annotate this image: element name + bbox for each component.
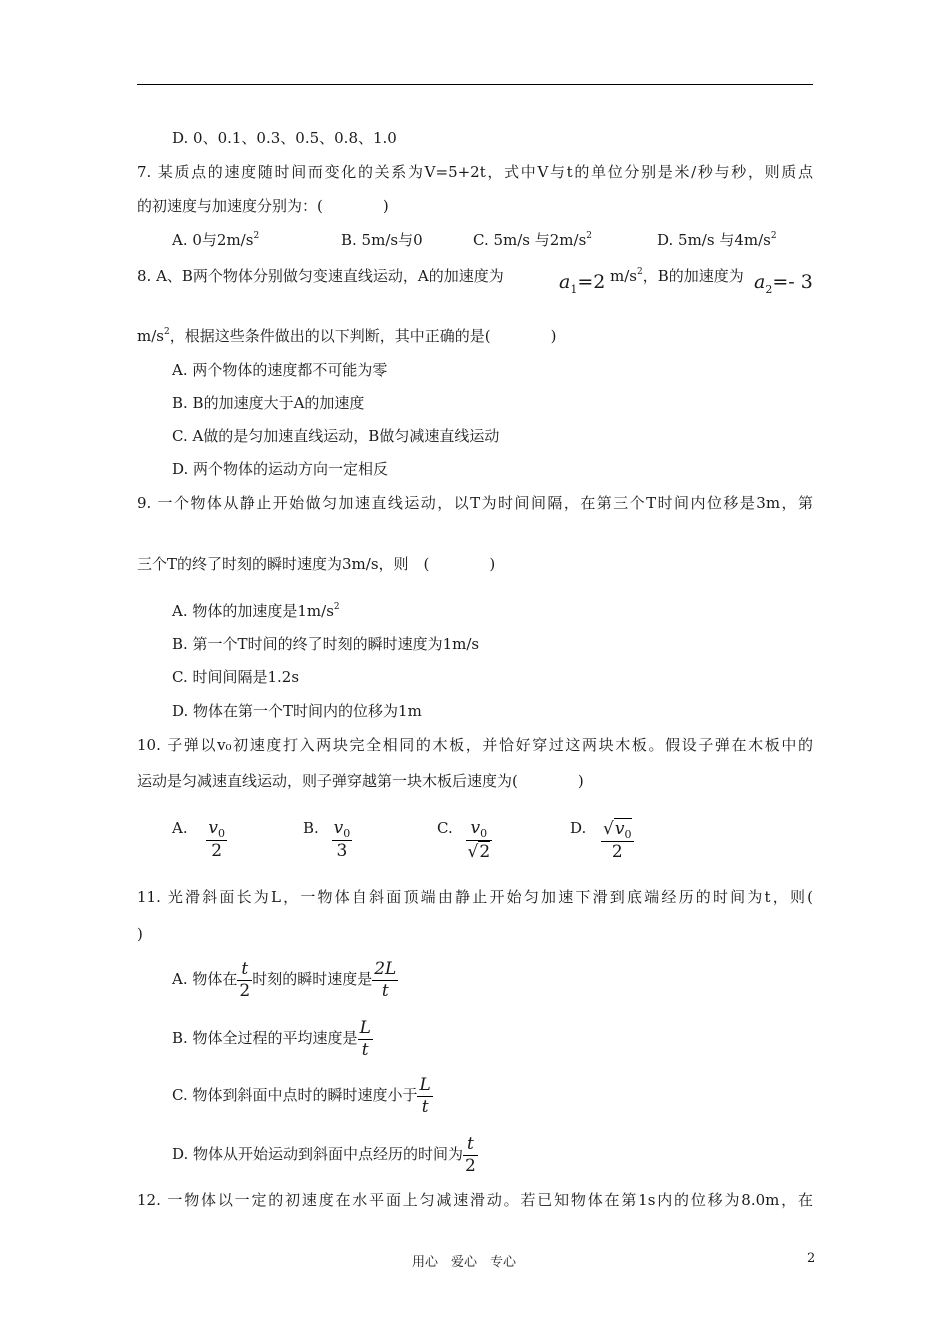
- q10-stem-line2: 运动是匀减速直线运动，则子弹穿越第一块木板后速度为( ): [137, 772, 584, 790]
- q11-option-d: D. 物体从开始运动到斜面中点经历的时间为 $\frac{t}{2}$: [172, 1133, 476, 1176]
- q8-option-a: A. 两个物体的速度都不可能为零: [172, 361, 388, 379]
- fraction-v0-over-3: $\frac{v_0}{3}$: [333, 818, 351, 861]
- q7-option-a: A. 0与$2m/s^2$: [172, 231, 260, 249]
- q10-option-d: D. $\frac{√v_0}{2}$: [570, 819, 632, 862]
- header-rule: [137, 84, 813, 85]
- fraction-sqrtv0-over-2: $\frac{√v_0}{2}$: [603, 819, 632, 862]
- q10-option-b: B. $\frac{v_0}{3}$: [303, 818, 351, 861]
- fraction-v0-over-sqrt2: $\frac{v_0}{√2}$: [467, 818, 491, 862]
- q8-stem-line1-mid: $m/s^2$，B的加速度为: [610, 267, 744, 285]
- q8-a1-expression: $a_1=2$: [559, 271, 606, 296]
- q8-stem-line1: 8. A、B两个物体分别做匀变速直线运动，A的加速度为: [137, 267, 504, 285]
- fraction-v0-over-2: $\frac{v_0}{2}$: [208, 818, 225, 861]
- q10-stem-line1: 10. 子弹以v₀初速度打入两块完全相同的木板，并恰好穿过这两块木板。假设子弹在木板中的: [137, 736, 813, 754]
- q10-option-c: C. $\frac{v_0}{√2}$: [437, 818, 491, 862]
- q9-option-a: A. 物体的加速度是$1m/s^2$: [172, 602, 340, 620]
- q11-option-c: C. 物体到斜面中点时的瞬时速度小于 $\frac{L}{t}$: [172, 1074, 431, 1117]
- q9-option-d: D. 物体在第一个T时间内的位移为1m: [172, 702, 422, 720]
- q6-option-d: D. 0、0.1、0.3、0.5、0.8、1.0: [172, 129, 397, 147]
- q9-option-b: B. 第一个T时间的终了时刻的瞬时速度为1m/s: [172, 635, 480, 653]
- q11-option-a: A. 物体在 $\frac{t}{2}$ 时刻的瞬时速度是 $\frac{2L}{t}$: [172, 958, 397, 1001]
- q11-stem-line1: 11. 光滑斜面长为L，一物体自斜面顶端由静止开始匀加速下滑到底端经历的时间为t，则(: [137, 888, 813, 906]
- fraction-L-over-t: $\frac{L}{t}$: [359, 1017, 371, 1060]
- q7-stem-line1: 7. 某质点的速度随时间而变化的关系为V=5+2t，式中V与t的单位分别是米/秒与秒，则质点: [137, 163, 813, 181]
- q12-stem-line1: 12. 一物体以一定的初速度在水平面上匀减速滑动。若已知物体在第1s内的位移为8.0m，在: [137, 1191, 813, 1209]
- page-number: 2: [807, 1251, 816, 1266]
- q7-option-c: C. 5m/s 与$2m/s^2$: [473, 231, 593, 249]
- q11-stem-line2: ): [137, 925, 143, 943]
- q8-option-b: B. B的加速度大于A的加速度: [172, 394, 365, 412]
- q9-option-c: C. 时间间隔是1.2s: [172, 668, 300, 686]
- q8-option-c: C. A做的是匀加速直线运动，B做匀减速直线运动: [172, 427, 500, 445]
- fraction-L-over-t: $\frac{L}{t}$: [419, 1074, 431, 1117]
- fraction-2L-over-t: $\frac{2L}{t}$: [374, 958, 397, 1001]
- q10-option-a: A. $\frac{v_0}{2}$: [172, 818, 225, 861]
- footer-motto: 用心 爱心 专心: [412, 1255, 517, 1270]
- q9-stem-line1: 9. 一个物体从静止开始做匀加速直线运动，以T为时间间隔，在第三个T时间内位移是3m，第: [137, 494, 813, 512]
- q8-stem-line2: $m/s^2$，根据这些条件做出的以下判断，其中正确的是( ): [137, 327, 557, 345]
- q8-option-d: D. 两个物体的运动方向一定相反: [172, 460, 389, 478]
- q11-option-b: B. 物体全过程的平均速度是 $\frac{L}{t}$: [172, 1017, 371, 1060]
- q9-stem-line2: 三个T的终了时刻的瞬时速度为3m/s，则 ( ): [137, 555, 496, 573]
- fraction-t-over-2: $\frac{t}{2}$: [239, 958, 251, 1001]
- fraction-t-over-2: $\frac{t}{2}$: [465, 1133, 476, 1176]
- q7-stem-line2: 的初速度与加速度分别为：( ): [137, 197, 389, 215]
- q7-option-b: B. 5m/s与0: [341, 231, 423, 249]
- q8-a2-expression: $a_2=-$ 3: [754, 271, 813, 296]
- q7-option-d: D. 5m/s 与$4m/s^2$: [657, 231, 777, 249]
